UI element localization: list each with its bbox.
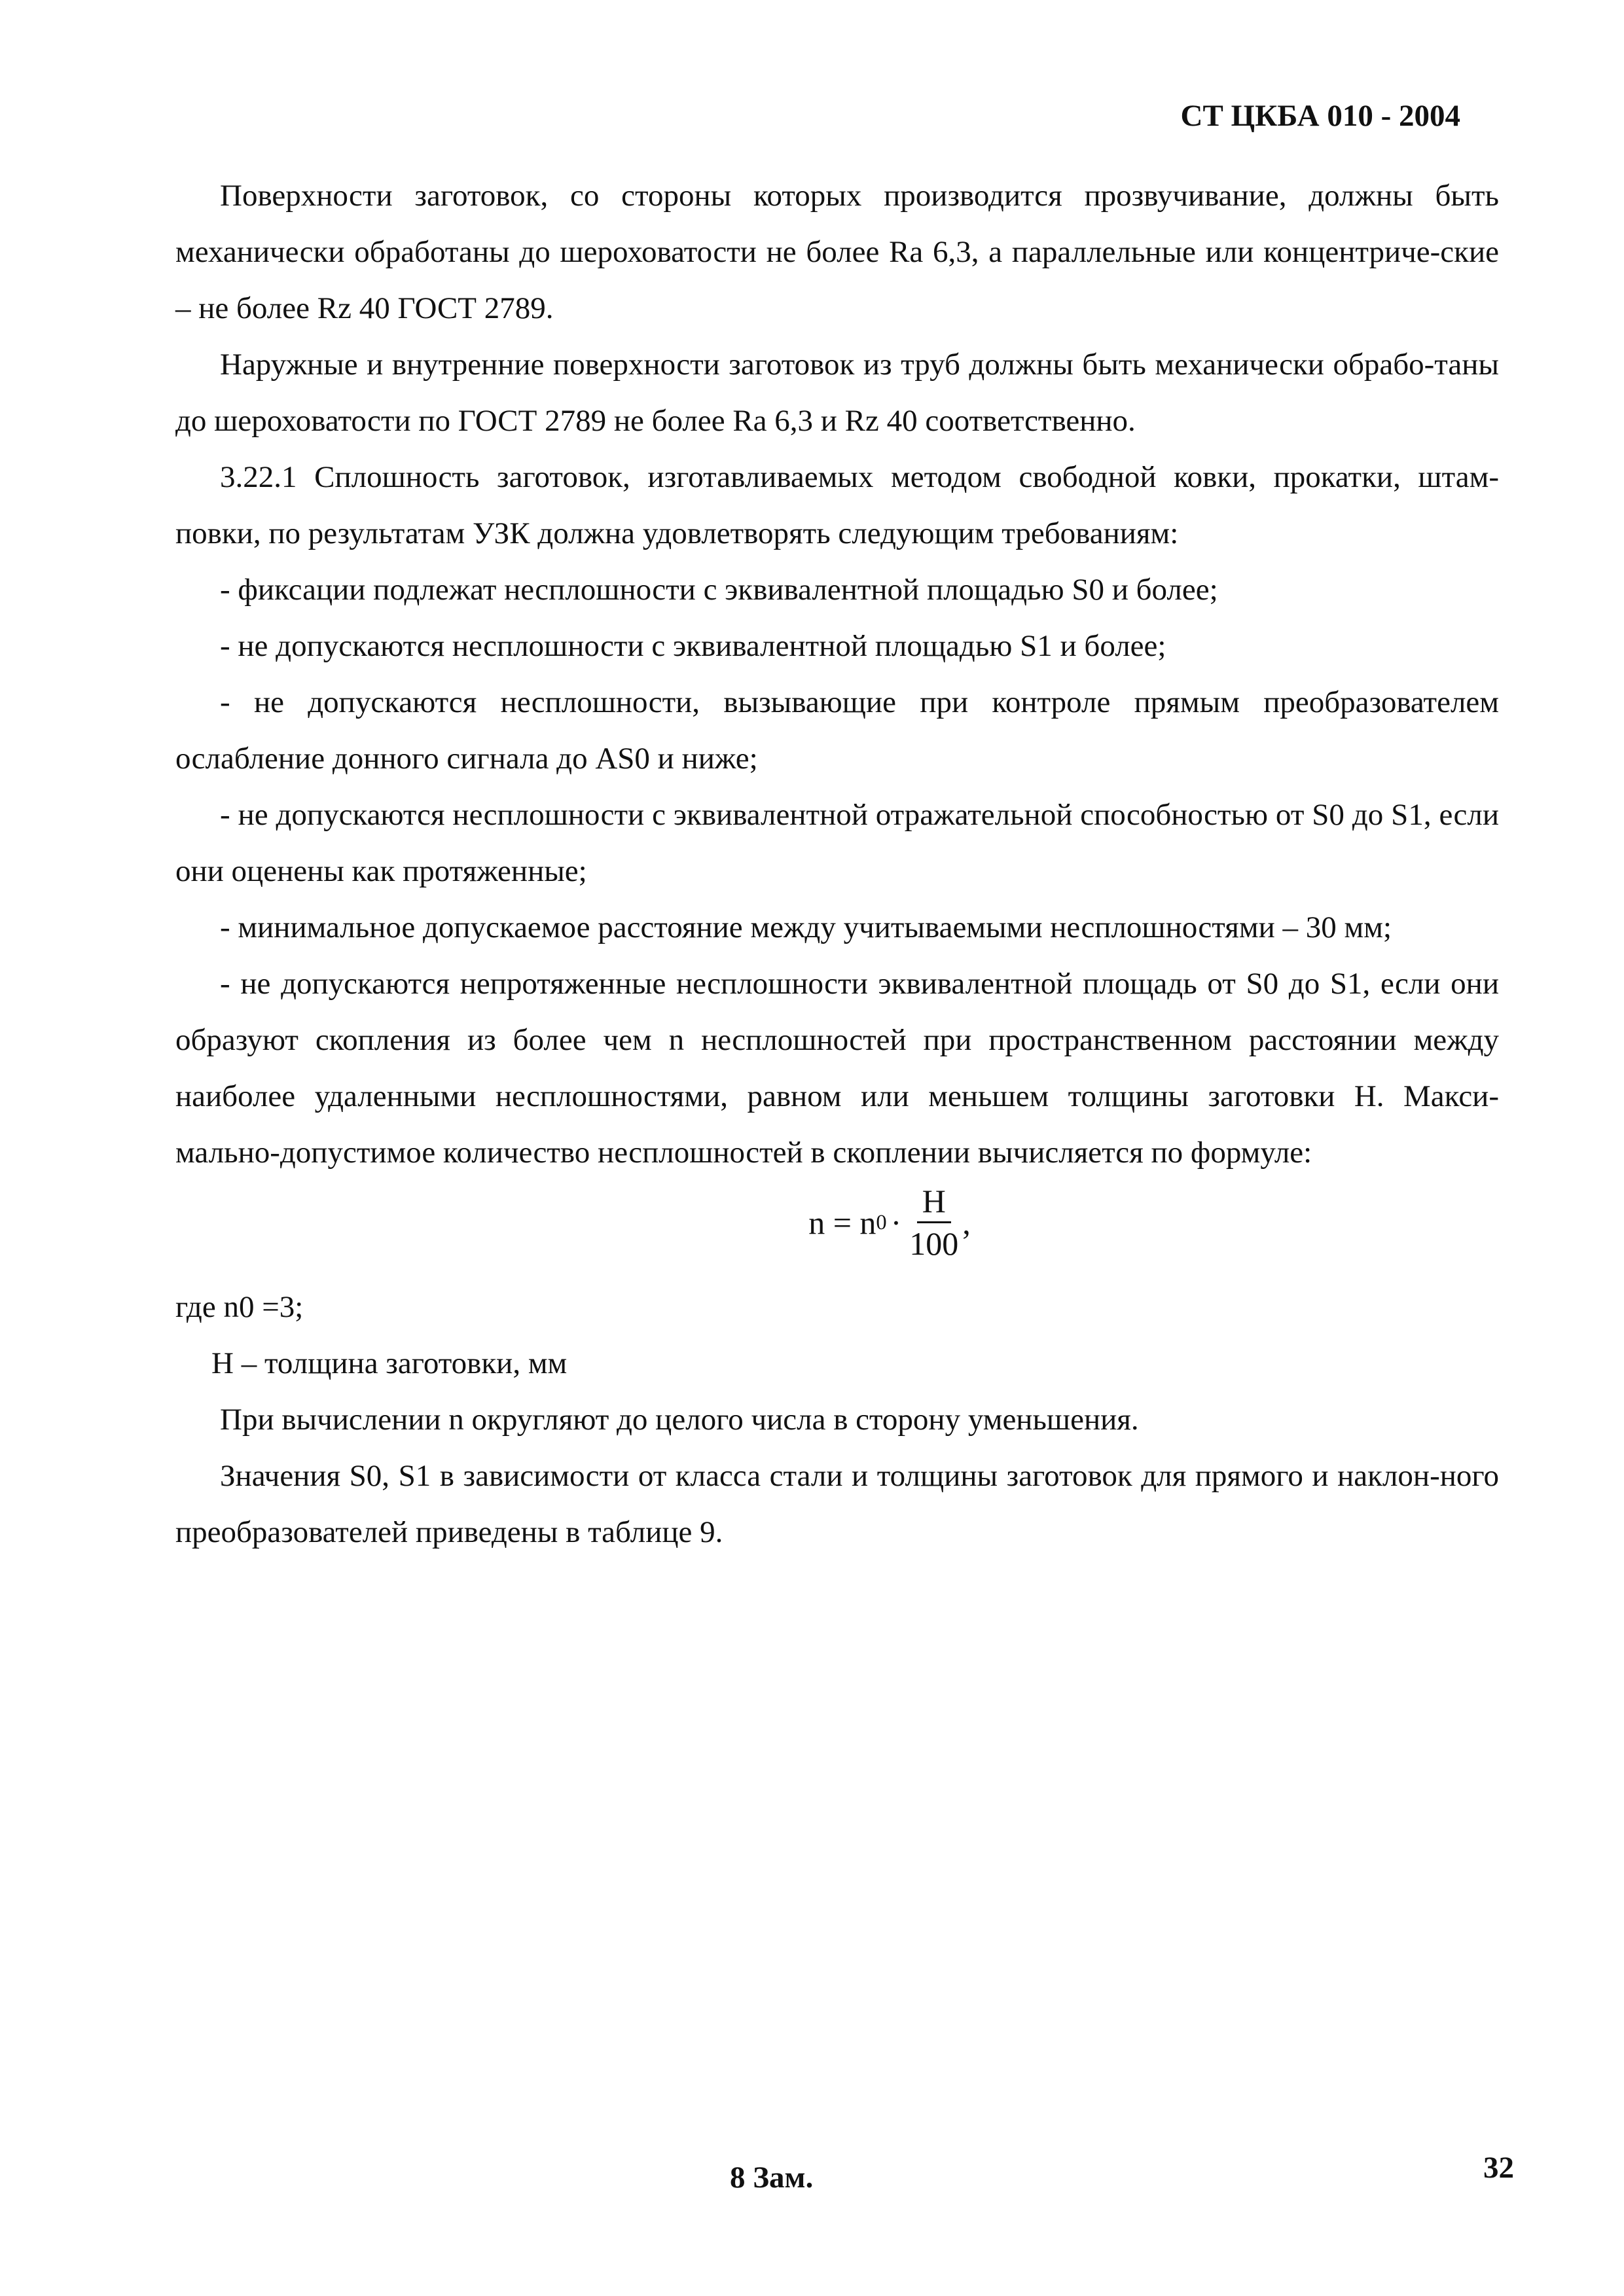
formula-lhs-subscript: 0 <box>876 1210 887 1234</box>
formula-comma: , <box>962 1204 971 1241</box>
formula-denominator: 100 <box>909 1225 959 1262</box>
formula-numerator: H <box>917 1181 951 1223</box>
edition-mark: 8 Зам. <box>730 2161 814 2195</box>
paragraph-surfaces: Поверхности заготовок, со стороны которых производится прозвучивание, должны быть механически обработаны до шероховатости не более Ra 6,3, а параллельные или концентриче-ские – не более Rz 40 ГОСТ 2789. <box>175 179 1499 325</box>
document-body <box>175 168 1499 1560</box>
requirement-item: - минимальное допускаемое расстояние между учитываемыми несплошностями – 30 мм; <box>220 910 1392 944</box>
formula <box>175 1181 1499 1279</box>
requirement-item: - не допускаются несплошности, вызывающие при контроле прямым преобразователем ослабление донного сигнала до AS0 и ниже; <box>175 685 1499 776</box>
document-code: СТ ЦКБА 010 - 2004 <box>1180 99 1460 133</box>
h-definition: H – толщина заготовки, мм <box>211 1346 568 1380</box>
values-reference: Значения S0, S1 в зависимости от класса стали и толщины заготовок для прямого и наклон-ного преобразователей приведены в таблице 9. <box>175 1459 1499 1549</box>
rounding-note: При вычислении n округляют до целого числа в сторону уменьшения. <box>220 1403 1139 1437</box>
page-number: 32 <box>1483 2151 1514 2185</box>
requirement-item: - не допускаются несплошности с эквивалентной отражательной способностью от S0 до S1, если они оценены как протяженные; <box>175 798 1499 888</box>
requirement-item: - не допускаются несплошности с эквивалентной площадью S1 и более; <box>220 629 1166 663</box>
requirement-item: - фиксации подлежат несплошности с эквивалентной площадью S0 и более; <box>220 573 1218 607</box>
formula-fraction <box>909 1181 958 1264</box>
paragraph-pipes: Наружные и внутренние поверхности заготовок из труб должны быть механически обрабо-таны до шероховатости по ГОСТ 2789 не более Ra 6,3 и Rz 40 соответственно. <box>175 348 1499 438</box>
where-line: где n0 =3; <box>175 1290 304 1324</box>
requirement-item: - не допускаются непротяженные несплошности эквивалентной площадь от S0 до S1, если они образуют скопления из более чем n несплошностей при пространственном расстоянии между наиболее удаленными несплошностями, равном или меньшем толщины заготовки H. Макси-мально-допустимое количество несплошностей в скоплении вычисляется по формуле: <box>175 967 1499 1170</box>
formula-lhs: n = n <box>808 1204 876 1241</box>
paragraph-3-22-1: 3.22.1 Сплошность заготовок, изготавливаемых методом свободной ковки, прокатки, штам-повки, по результатам УЗК должна удовлетворять следующим требованиям: <box>175 460 1499 550</box>
formula-dot: · <box>890 1204 902 1241</box>
